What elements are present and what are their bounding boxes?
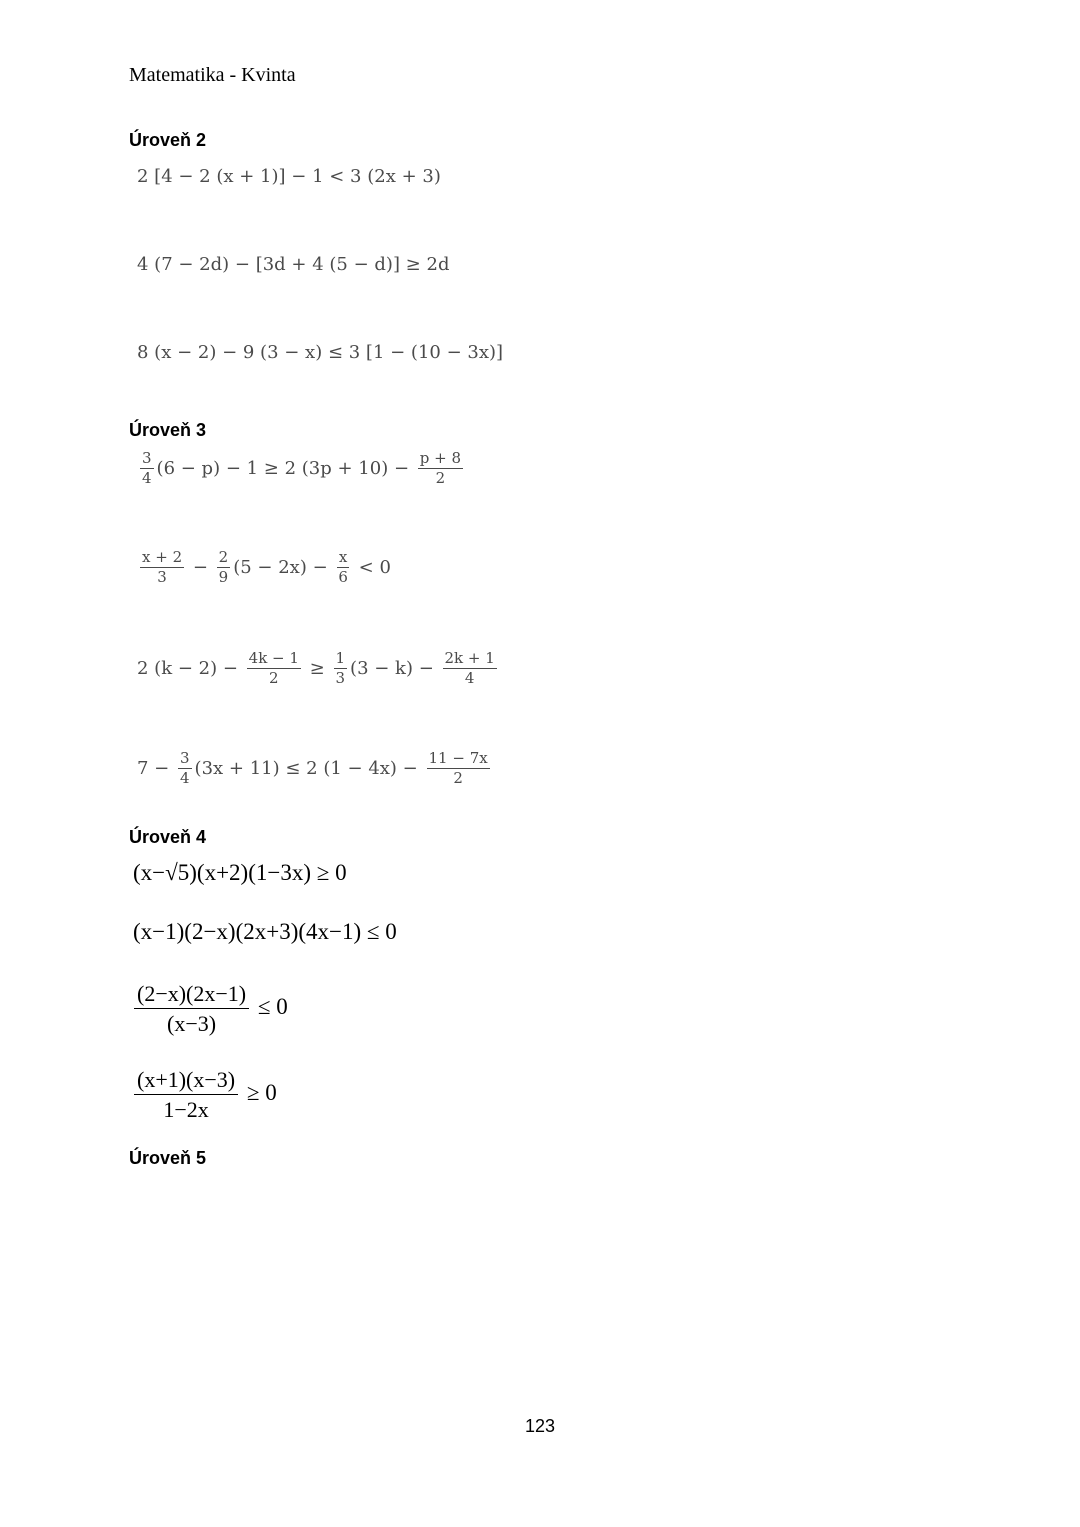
level-3-inequality-3: 2 (k − 2) − $\frac{4k - 1}{2}$ ≥ $\frac{1}{3}$ (3 − k) − $\frac{2k + 1}{4}$ <box>137 649 495 688</box>
level-5-heading: Úroveň 5 <box>129 1148 207 1168</box>
level-3-heading: Úroveň 3 <box>129 420 207 440</box>
level-2-heading: Úroveň 2 <box>129 130 207 150</box>
fraction: $\frac{2k + 1}{4}$ <box>444 649 495 688</box>
fraction: $\frac{p + 8}{2}$ <box>419 449 462 488</box>
fraction: $\frac{11 - 7x}{2}$ <box>428 749 488 788</box>
level-3-inequality-2: $\frac{x + 2}{3}$ − $\frac{2}{9}$ (5 − 2x) − $\frac{x}{6}$ < 0 <box>142 548 391 587</box>
page-number: 123 <box>524 1416 556 1436</box>
fraction: $\frac{2}{9}$ <box>218 548 229 587</box>
level-2-inequality-3: 8 (x − 2) − 9 (3 − x) ≤ 3 [1 − (10 − 3x)] <box>137 342 504 363</box>
level-4-heading: Úroveň 4 <box>129 827 207 847</box>
level-4-inequality-4: $\frac{(x+1)(x-3)}{1-2x}$ ≥ 0 <box>131 1067 277 1123</box>
fraction: $\frac{(2-x)(2x-1)}{(x-3)}$ <box>134 981 249 1037</box>
level-4-inequality-1: (x−√5)(x+2)(1−3x) ≥ 0 <box>133 860 347 885</box>
level-3-inequality-4: 7 − $\frac{3}{4}$ (3x + 11) ≤ 2 (1 − 4x) − $\frac{11 - 7x}{2}$ <box>137 749 488 788</box>
fraction: $\frac{1}{3}$ <box>335 649 346 688</box>
level-4-inequality-2: (x−1)(2−x)(2x+3)(4x−1) ≤ 0 <box>133 919 397 944</box>
level-3-inequality-1: $\frac{3}{4}$ (6 − p) − 1 ≥ 2 (3p + 10) − $\frac{p + 8}{2}$ <box>142 449 462 488</box>
document-header: Matematika - Kvinta <box>129 64 296 86</box>
level-2-inequality-1: 2 [4 − 2 (x + 1)] − 1 < 3 (2x + 3) <box>137 166 441 187</box>
level-2-inequality-2: 4 (7 − 2d) − [3d + 4 (5 − d)] ≥ 2d <box>137 254 450 275</box>
fraction: $\frac{4k - 1}{2}$ <box>248 649 299 688</box>
fraction: $\frac{3}{4}$ <box>142 449 152 488</box>
fraction: $\frac{(x+1)(x-3)}{1-2x}$ <box>134 1067 238 1123</box>
fraction: $\frac{x}{6}$ <box>338 548 348 587</box>
level-4-inequality-3: $\frac{(2-x)(2x-1)}{(x-3)}$ ≤ 0 <box>131 981 288 1037</box>
fraction: $\frac{x + 2}{3}$ <box>142 548 183 587</box>
fraction: $\frac{3}{4}$ <box>180 749 190 788</box>
